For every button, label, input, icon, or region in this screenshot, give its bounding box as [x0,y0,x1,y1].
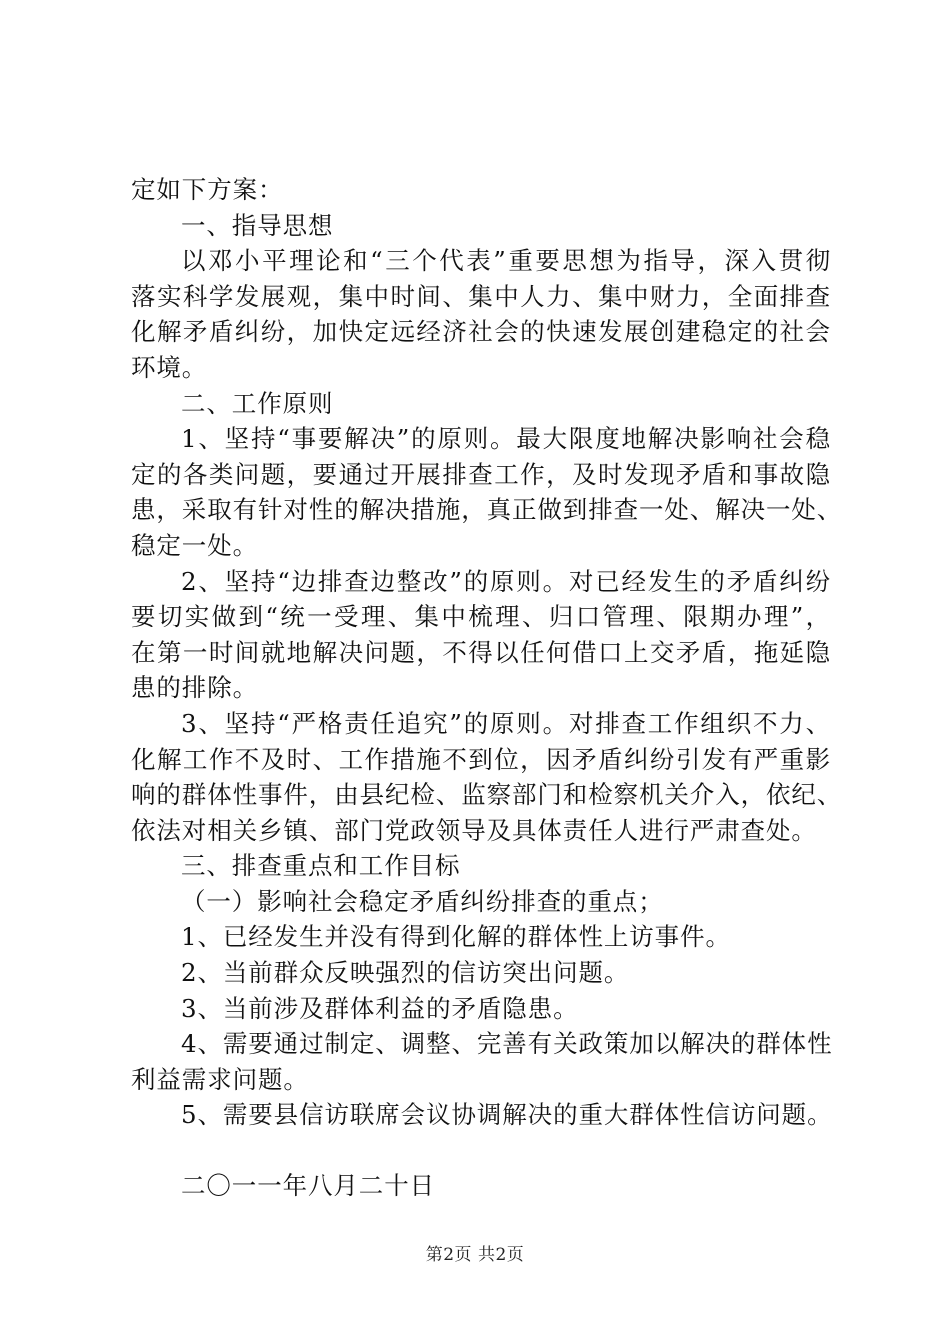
list-item: 5、需要县信访联席会议协调解决的重大群体性信访问题。 [181,1100,833,1130]
text-line: 落实科学发展观，集中时间、集中人力、集中财力，全面排查 [131,281,831,311]
text-line: 响的群体性事件，由县纪检、监察部门和检察机关介入，依纪、 [131,780,843,810]
page-number: 第2页 共2页 [425,1245,525,1265]
section-heading: 三、排查重点和工作目标 [181,851,461,881]
text-line: 3、坚持“严格责任追究”的原则。对排查工作组织不力、 [181,708,831,738]
text-line: 患的排除。 [131,673,258,703]
text-line: 患，采取有针对性的解决措施，真正做到排查一处、解决一处、 [131,495,843,525]
text-line: 依法对相关乡镇、部门党政领导及具体责任人进行严肃查处。 [131,815,817,845]
section-heading: 二、工作原则 [181,388,334,418]
document-date: 二〇一一年八月二十日 [181,1171,435,1201]
list-item: 2、当前群众反映强烈的信访突出问题。 [181,958,630,988]
list-item: 1、已经发生并没有得到化解的群体性上访事件。 [181,922,731,952]
text-line: 1、坚持“事要解决”的原则。最大限度地解决影响社会稳 [181,424,831,454]
text-line: 环境。 [131,352,208,382]
text-line: 定如下方案： [131,175,284,204]
list-item-continuation: 利益需求问题。 [131,1064,309,1094]
text-line: 在第一时间就地解决问题，不得以任何借口上交矛盾，拖延隐 [131,637,831,667]
page-footer [0,1240,950,1265]
section-heading: 一、指导思想 [181,210,334,240]
list-item: 4、需要通过制定、调整、完善有关政策加以解决的群体性 [181,1029,833,1059]
text-line: 2、坚持“边排查边整改”的原则。对已经发生的矛盾纠纷 [181,566,831,596]
subsection-heading: （一）影响社会稳定矛盾纠纷排查的重点； [181,886,664,916]
text-line: 定的各类问题，要通过开展排查工作，及时发现矛盾和事故隐 [131,459,831,489]
text-line: 稳定一处。 [131,530,258,560]
blank-line [131,1133,831,1168]
document-body [131,172,843,1204]
text-line: 化解工作不及时、工作措施不到位，因矛盾纠纷引发有严重影 [131,744,831,774]
list-item: 3、当前涉及群体利益的矛盾隐患。 [181,993,579,1023]
text-line: 要切实做到“统一受理、集中梳理、归口管理、限期办理”， [131,602,831,632]
text-line: 化解矛盾纠纷，加快定远经济社会的快速发展创建稳定的社会 [131,317,831,347]
text-line: 以邓小平理论和“三个代表”重要思想为指导，深入贯彻 [181,246,831,276]
